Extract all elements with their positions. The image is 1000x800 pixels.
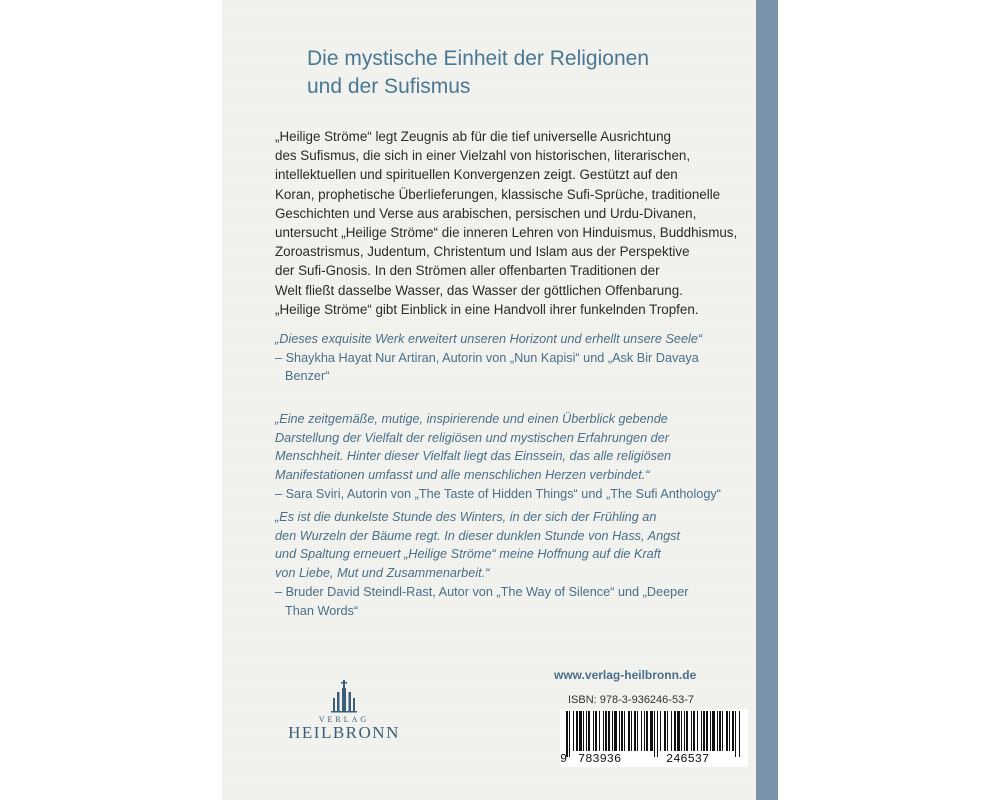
barcode-bar xyxy=(583,711,584,751)
barcode-bar xyxy=(722,711,723,751)
barcode-bar xyxy=(605,711,607,751)
publisher-website: www.verlag-heilbronn.de xyxy=(554,668,697,682)
barcode-bar xyxy=(693,711,695,751)
attribution-line: Than Words“ xyxy=(285,603,359,618)
barcode-bar xyxy=(646,711,648,751)
quote-attribution xyxy=(275,485,745,504)
blurb-paragraph xyxy=(275,127,738,319)
barcode-digit-first: 9 xyxy=(560,752,568,766)
barcode-bar xyxy=(710,711,711,751)
barcode-bar xyxy=(664,711,666,751)
publisher-logo xyxy=(279,680,409,750)
headline-line-2: und der Sufismus xyxy=(307,75,471,98)
blurb-line: der Sufi-Gnosis. In den Strömen aller offenbarten Traditionen der xyxy=(275,263,660,279)
barcode-bar xyxy=(657,711,658,757)
barcode-bar xyxy=(706,711,708,751)
quote-line: Darstellung der Vielfalt der religiösen und mystischen Erfahrungen der xyxy=(275,430,669,445)
quote-line: Menschheit. Hinter dieser Vielfalt liegt das Einssein, das alle religiösen xyxy=(275,449,672,464)
barcode-bar xyxy=(579,711,582,751)
blurb-line: des Sufismus, die sich in einer Vielzahl von historischen, literarischen, xyxy=(275,148,691,164)
barcode-bar xyxy=(566,711,568,757)
review-quote-2 xyxy=(275,410,745,504)
quote-line: „Es ist die dunkelste Stunde des Winters, in der sich der Frühling an xyxy=(275,510,657,524)
barcode-bar xyxy=(631,711,632,751)
barcode-bar xyxy=(586,711,587,751)
publisher-verlag: VERLAG xyxy=(318,715,370,724)
barcode-bar xyxy=(677,711,680,751)
barcode-bar xyxy=(614,711,617,751)
quote-text xyxy=(275,330,745,349)
barcode-bar xyxy=(650,711,653,751)
barcode-bar xyxy=(621,711,623,751)
barcode-bar xyxy=(569,711,570,757)
quote-line: und Spaltung erneuert „Heilige Ströme“ meine Hoffnung auf die Kraft xyxy=(275,547,661,562)
headline xyxy=(307,45,727,101)
quote-attribution xyxy=(275,583,745,620)
barcode-bar xyxy=(634,711,636,751)
barcode-bar xyxy=(712,711,715,751)
barcode-bar xyxy=(717,711,718,751)
blurb-line: Welt fließt dasselbe Wasser, das Wasser der göttlichen Offenbarung. xyxy=(275,282,683,298)
attribution-line: Benzer“ xyxy=(285,369,330,384)
quote-attribution xyxy=(275,349,745,386)
barcode-bar xyxy=(719,711,721,751)
barcode-bar xyxy=(671,711,672,751)
barcode-bar xyxy=(732,711,734,751)
barcode-bar xyxy=(593,711,594,751)
blurb-line: „Heilige Ströme“ legt Zeugnis ab für die tief universelle Ausrichtung xyxy=(275,129,671,144)
blurb-line: Geschichten und Verse aus arabischen, persischen und Urdu-Divanen, xyxy=(275,205,697,221)
attribution-line: – Bruder David Steindl-Rast, Autor von „The Way of Silence“ und „Deeper xyxy=(275,584,689,599)
barcode-bar xyxy=(674,711,676,751)
review-quote-3 xyxy=(275,508,745,620)
blurb-line: intellektuellen und spirituellen Konvergenzen zeigt. Gestützt auf den xyxy=(275,167,678,183)
quote-line: „Dieses exquisite Werk erweitert unseren Horizont und erhellt unsere Seele“ xyxy=(275,332,703,346)
barcode-bar xyxy=(599,711,600,751)
headline-line-1: Die mystische Einheit der Religionen xyxy=(307,47,649,70)
barcode-bar xyxy=(576,711,578,751)
barcode-bar xyxy=(729,711,730,751)
barcode-bar xyxy=(701,711,702,751)
barcode-bar xyxy=(735,711,736,757)
barcode-icon xyxy=(566,711,742,757)
attribution-line: – Shaykha Hayat Nur Artiran, Autorin von „Nun Kapisi“ und „Ask Bir Davaya xyxy=(275,350,699,365)
blurb-line: untersucht „Heilige Ströme“ die inneren Lehren von Hinduismus, Buddhismus, xyxy=(275,225,738,241)
steeple-icon xyxy=(329,680,359,714)
quote-text xyxy=(275,410,745,485)
barcode-bar xyxy=(641,711,642,751)
barcode-bar xyxy=(644,711,645,751)
publisher-name: HEILBRONN xyxy=(288,723,400,742)
blurb-line: „Heilige Ströme“ gibt Einblick in eine Handvoll ihrer funkelnden Tropfen. xyxy=(275,301,699,317)
barcode-bar xyxy=(608,711,610,751)
quote-line: den Wurzeln der Bäume regt. In dieser dunklen Stunde von Hass, Angst xyxy=(275,528,681,543)
barcode-bar xyxy=(726,711,728,751)
barcode-bar xyxy=(637,711,638,751)
quote-text xyxy=(275,508,745,583)
quote-line: von Liebe, Mut und Zusammenarbeit.“ xyxy=(275,566,490,581)
barcode-bar xyxy=(619,711,620,751)
barcode-bar xyxy=(603,711,604,751)
review-quote-1 xyxy=(275,330,745,386)
barcode-bar xyxy=(697,711,698,751)
barcode-bar xyxy=(573,711,574,751)
barcode-bar xyxy=(588,711,590,751)
barcode-bar xyxy=(612,711,613,751)
barcode-bar xyxy=(595,711,597,751)
barcode-digit-group-1: 783936 xyxy=(578,752,622,766)
barcode-bar xyxy=(681,711,682,751)
barcode-bar xyxy=(660,711,661,751)
attribution-line: – Sara Sviri, Autorin von „The Taste of Hidden Things“ und „The Sufi Anthology“ xyxy=(275,486,721,501)
barcode-bar xyxy=(691,711,692,751)
blurb-line: Koran, prophetische Überlieferungen, klassische Sufi-Sprüche, traditionelle xyxy=(275,186,721,202)
barcode-bar xyxy=(703,711,705,751)
barcode-bar xyxy=(624,711,625,751)
isbn-label: ISBN: 978-3-936246-53-7 xyxy=(568,694,694,706)
barcode-bar xyxy=(686,711,688,751)
barcode-bar xyxy=(739,711,740,757)
barcode-bar xyxy=(667,711,668,751)
quote-line: „Eine zeitgemäße, mutige, inspirierende und einen Überblick gebende xyxy=(275,412,668,426)
barcode-bar xyxy=(654,711,655,757)
barcode-bar xyxy=(684,711,685,751)
spine-strip xyxy=(756,0,778,800)
barcode-digit-group-2: 246537 xyxy=(666,752,710,766)
barcode-bar xyxy=(628,711,630,751)
blurb-line: Zoroastrismus, Judentum, Christentum und Islam aus der Perspektive xyxy=(275,244,690,260)
quote-line: Manifestationen umfasst und alle menschlichen Herzen verbindet.“ xyxy=(275,468,650,483)
